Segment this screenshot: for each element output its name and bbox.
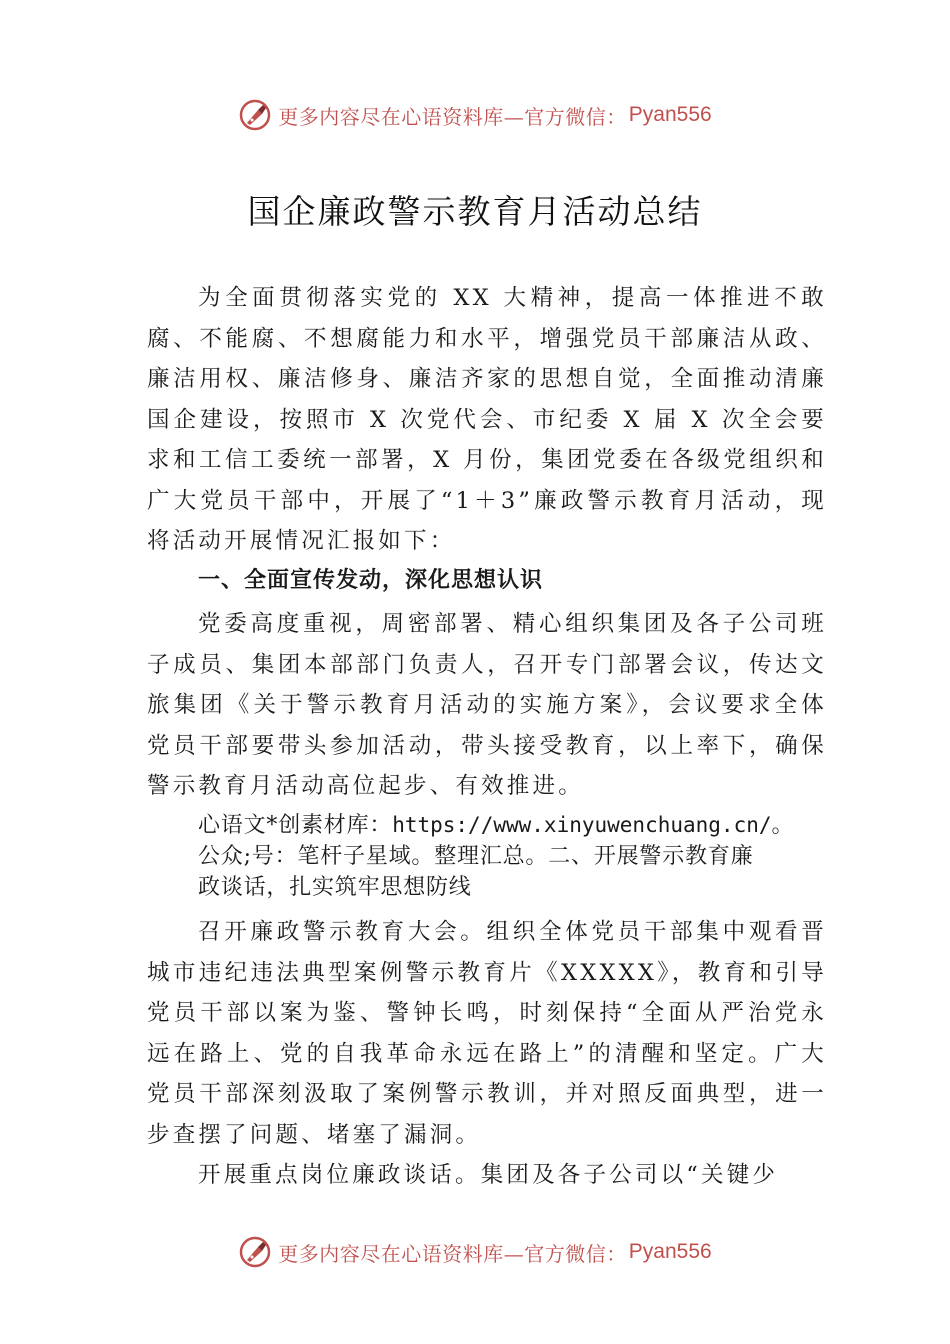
pen-nib-logo-icon <box>238 98 272 132</box>
source-note-url[interactable]: https://www.xinyuwenchuang.cn/ <box>392 813 772 837</box>
source-note-line-1 <box>198 810 828 841</box>
banner-text: 更多内容尽在心语资料库—官方微信： <box>278 1241 627 1266</box>
banner-text: 更多内容尽在心语资料库—官方微信： <box>278 104 627 129</box>
source-note-line-3: 政谈话，扎实筑牢思想防线 <box>198 875 472 900</box>
footer-banner <box>0 1232 950 1272</box>
section-1-paragraph: 党委高度重视，周密部署、精心组织集团及各子公司班子成员、集团本部部门负责人，召开专门部署会议，传达文 旅集团《关于警示教育月活动的实施方案》，会议要求全体党员干部要带头参加活动，带头接受教育，以上率下，确保警示教育月活动高位起步、有效推进。 <box>147 611 827 799</box>
banner-wechat-id: Pyan556 <box>628 1240 712 1263</box>
document-title: 国企廉政警示教育月活动总结 <box>247 192 703 231</box>
intro-paragraph: 为全面贯彻落实党的 XX 大精神，提高一体推进不敢腐、不能腐、不想腐能力和水平，增强党员干部廉洁从政、廉洁用权、廉洁修身、廉洁齐家的思想自觉，全面推动清廉国企建设，按照市 X 次党代会、市纪委 X 届 X 次全会要求和工信工委统一部署，X 月份，集团党委在各级党组织和广大党员干部中，开展了“1＋3”廉政警示教育月活动，现将活动开展情况汇报如下： <box>147 285 827 554</box>
source-note-line-2: 公众;号：笔杆子星域。整理汇总。二、开展警示教育廉 <box>198 844 754 869</box>
source-note-prefix: 心语文*创素材库： <box>198 813 393 838</box>
source-note <box>198 810 828 903</box>
banner-wechat-id: Pyan556 <box>628 103 712 126</box>
section-1-heading: 一、全面宣传发动，深化思想认识 <box>198 568 544 593</box>
header-banner <box>0 95 950 135</box>
section-2-paragraph-1: 召开廉政警示教育大会。组织全体党员干部集中观看晋城市违纪违法典型案例警示教育片《XXXXX》，教育和引导党员干部以案为鉴、警钟长鸣，时刻保持“全面从严治党永远在路上、党的自我革命永远在路上”的清醒和坚定。广大党员干部深刻汲取了案例警示教训，并对照反面典型，进一步查摆了问题、堵塞了漏洞。 <box>147 919 827 1148</box>
source-note-suffix: 。 <box>771 813 795 838</box>
pen-nib-logo-icon <box>238 1235 272 1269</box>
section-2-paragraph-2: 开展重点岗位廉政谈话。集团及各子公司以“关键少 <box>198 1162 779 1188</box>
